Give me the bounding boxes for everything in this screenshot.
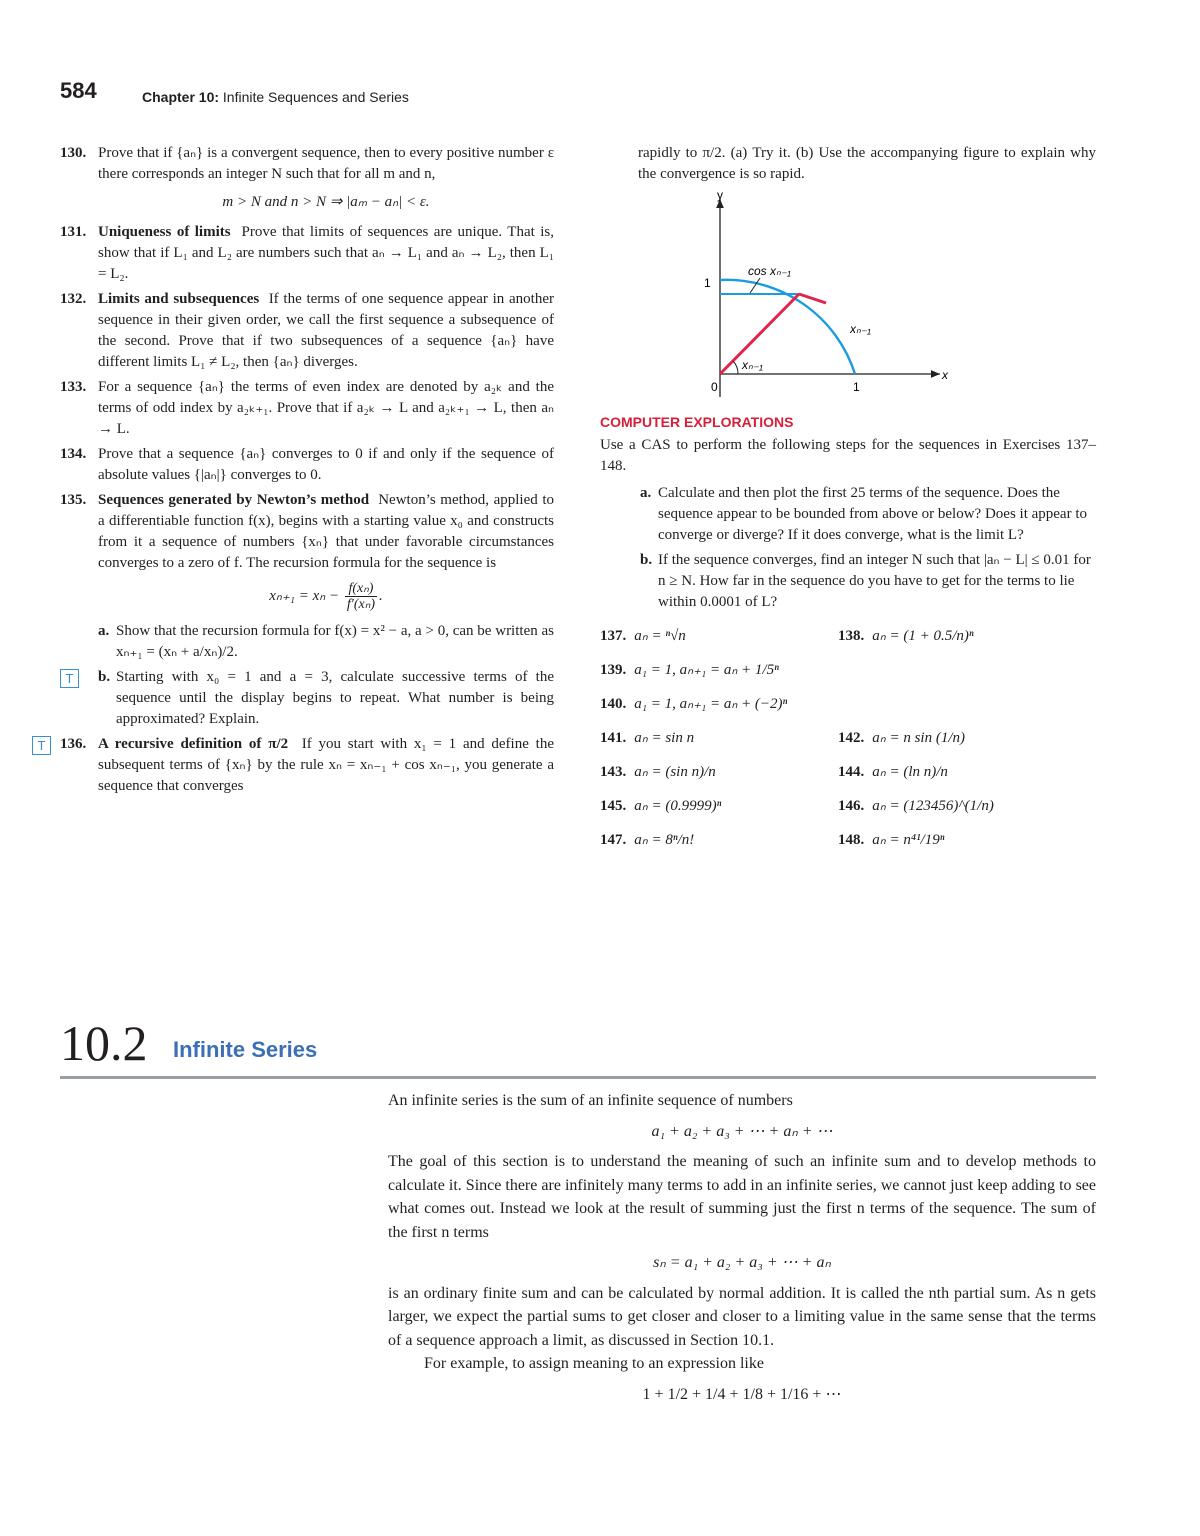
exercise-number: 136. — [60, 736, 87, 752]
item-expression: aₙ = (sin n)/n — [634, 763, 716, 780]
y-axis-label: y — [717, 191, 723, 202]
sequence-item — [600, 791, 838, 821]
exercise-134 — [60, 444, 554, 486]
item-number: 147. — [600, 831, 627, 848]
section-number: 10.2 — [60, 1015, 148, 1071]
sequence-item — [600, 655, 1096, 685]
body-paragraph-3: is an ordinary finite sum and can be calculated by normal addition. It is called the nth partial sum. As n gets larger, we expect the partial sums to get closer and closer to a limiting value in the same sense that the terms of a sequence approach a limit, as discussed in Section 10.1. — [388, 1284, 1096, 1349]
step-label: b. — [640, 552, 653, 568]
exercise-title: Sequences generated by Newton’s method — [98, 492, 370, 508]
item-expression: aₙ = 8ⁿ/n! — [634, 831, 695, 848]
item-expression: aₙ = (0.9999)ⁿ — [634, 797, 722, 814]
exercise-text: Newton’s method, applied to a differentiable function f(x), begins with a starting value x₀ and constructs from it a sequence of numbers {xₙ} that under favorable circumstances converges to a zero of f. The recursion formula for the sequence is — [98, 492, 554, 571]
running-header — [60, 80, 1100, 110]
exercise-text: If the terms of one sequence appear in another sequence in their given order, we call the first sequence a subsequence of the second. Prove that if two subsequences of a sequence {aₙ} have different limits L₁ ≠ L₂, then {aₙ} diverges. — [98, 291, 554, 370]
exercise-text: Prove that if {aₙ} is a convergent sequence, then to every positive number ε there corresponds an integer N such that for all m and n, — [98, 145, 554, 182]
item-number: 140. — [600, 695, 627, 712]
sequence-item — [838, 825, 1096, 855]
exercise-title: Limits and subsequences — [98, 291, 260, 307]
item-number: 141. — [600, 729, 627, 746]
exercise-135-part-b — [65, 667, 554, 730]
formula-lhs: xₙ₊₁ = xₙ − — [269, 587, 340, 604]
item-number: 139. — [600, 661, 627, 678]
exercise-number: 131. — [60, 224, 87, 240]
origin-label: 0 — [711, 380, 718, 394]
exercise-text: Prove that limits of sequences are unique. That is, show that if L₁ and L₂ are numbers such that aₙ → L₁ and aₙ → L₂, then L₁ = L₂. — [98, 224, 555, 282]
convergence-figure — [600, 191, 1096, 406]
technology-icon: T — [32, 736, 51, 755]
section-heading — [60, 1010, 1100, 1076]
item-number: 146. — [838, 797, 865, 814]
sequence-item — [838, 791, 1096, 821]
left-column — [37, 143, 555, 801]
step-text: If the sequence converges, find an integer N such that |aₙ − L| ≤ 0.01 for n ≥ N. How far in the sequence do you have to get for the terms to lie within 0.0001 of L? — [658, 552, 1091, 610]
sequence-item — [600, 757, 838, 787]
sequence-item — [838, 723, 1096, 753]
cexp-intro: Use a CAS to perform the following steps for the sequences in Exercises 137–148. — [600, 437, 1096, 474]
exercise-text: rapidly to π/2. (a) Try it. (b) Use the accompanying figure to explain why the convergence is so rapid. — [638, 145, 1096, 182]
exercise-number: 130. — [60, 145, 87, 161]
computer-explorations-heading: COMPUTER EXPLORATIONS — [600, 414, 794, 430]
exercise-text: If you start with x₁ = 1 and define the subsequent terms of {xₙ} by the rule xₙ = xₙ₋₁ + cos xₙ₋₁, you generate a sequence that converges — [98, 736, 554, 794]
sequence-item — [838, 757, 1096, 787]
sequence-item — [838, 621, 1096, 651]
body-paragraph-4: For example, to assign meaning to an expression like — [424, 1355, 764, 1372]
step-text: Calculate and then plot the first 25 terms of the sequence. Does the sequence appear to be bounded from above or below? Does it appear to converge or diverge? If it does converge, what is the limit L? — [658, 485, 1088, 543]
y-one-label: 1 — [704, 276, 711, 290]
exercise-135-part-a — [98, 621, 554, 663]
exercise-number: 135. — [60, 492, 87, 508]
formula-period: . — [378, 587, 383, 604]
arc-label: xₙ₋₁ — [850, 322, 871, 336]
right-column — [600, 143, 1096, 855]
chapter-heading — [142, 87, 409, 108]
part-label: a. — [98, 623, 110, 639]
exercise-136 — [37, 734, 554, 797]
chapter-label: Chapter 10: — [142, 89, 220, 105]
cexp-step-b — [640, 550, 1096, 613]
fraction-numerator: f(xₙ) — [345, 581, 377, 597]
series-equation: a₁ + a₂ + a₃ + ⋯ + aₙ + ⋯ — [651, 1122, 833, 1140]
section-body — [388, 1089, 1096, 1413]
exercise-132 — [60, 289, 554, 373]
exercise-number: 133. — [60, 379, 87, 395]
cexp-step-a — [640, 483, 1096, 546]
page-number: 584 — [60, 78, 97, 103]
item-expression: aₙ = n⁴¹/19ⁿ — [872, 831, 945, 848]
exercise-133 — [60, 377, 554, 440]
item-number: 142. — [838, 729, 865, 746]
exercise-number: 134. — [60, 446, 87, 462]
exercise-display-equation: m > N and n > N ⇒ |aₘ − aₙ| < ε. — [222, 194, 430, 210]
item-expression: a₁ = 1, aₙ₊₁ = aₙ + (−2)ⁿ — [634, 695, 788, 712]
item-number: 148. — [838, 831, 865, 848]
body-paragraph-2: The goal of this section is to understand the meaning of such an infinite sum and to develop methods to calculate it. Since there are infinitely many terms to add in an infinite series, we cannot just keep adding to see what comes out. Instead we look at the result of summing just the first n terms of the sequence. The sum of the first n terms — [388, 1153, 1096, 1241]
exercise-135 — [60, 490, 554, 730]
chord-segment — [799, 294, 826, 303]
exercise-title: A recursive definition of π/2 — [98, 736, 289, 752]
sequence-item — [600, 689, 1096, 719]
exercise-136-continued — [600, 143, 1096, 185]
part-label: b. — [98, 669, 111, 685]
newton-recursion-formula — [98, 581, 554, 612]
item-number: 145. — [600, 797, 627, 814]
cos-leader — [750, 278, 760, 293]
item-expression: aₙ = sin n — [634, 729, 695, 746]
item-expression: aₙ = n sin (1/n) — [872, 729, 966, 746]
item-expression: aₙ = (1 + 0.5/n)ⁿ — [872, 627, 974, 644]
chapter-title: Infinite Sequences and Series — [222, 89, 409, 105]
item-number: 143. — [600, 763, 627, 780]
exercise-text: For a sequence {aₙ} the terms of even index are denoted by a₂ₖ and the terms of odd index by a₂ₖ₊₁. Prove that if a₂ₖ → L and a₂ₖ₊₁ → L, then aₙ → L. — [98, 379, 554, 437]
item-expression: aₙ = (123456)^(1/n) — [872, 797, 994, 814]
step-label: a. — [640, 485, 652, 501]
exercise-title: Uniqueness of limits — [98, 224, 231, 240]
sequence-item — [600, 621, 838, 651]
partial-sum-equation: sₙ = a₁ + a₂ + a₃ + ⋯ + aₙ — [653, 1254, 831, 1271]
angle-arc — [733, 361, 738, 374]
formula-fraction — [345, 581, 377, 612]
item-expression: aₙ = ⁿ√n — [634, 627, 686, 644]
technology-icon: T — [60, 669, 79, 688]
cos-label: cos xₙ₋₁ — [748, 264, 791, 278]
exercise-text: Prove that a sequence {aₙ} converges to 0 if and only if the sequence of absolute values {|aₙ|} converges to 0. — [98, 446, 554, 483]
item-expression: a₁ = 1, aₙ₊₁ = aₙ + 1/5ⁿ — [634, 661, 779, 678]
sequence-exercises-grid — [600, 621, 1096, 855]
body-paragraph-1: An infinite series is the sum of an infinite sequence of numbers — [388, 1092, 793, 1109]
section-rule — [60, 1076, 1096, 1079]
section-title: Infinite Series — [173, 1037, 318, 1062]
exercise-130 — [60, 143, 554, 213]
part-text: Starting with x₀ = 1 and a = 3, calculate successive terms of the sequence until the display begins to repeat. What number is being approximated? Explain. — [116, 669, 554, 727]
part-text: Show that the recursion formula for f(x) = x² − a, a > 0, can be written as xₙ₊₁ = (xₙ + a/xₙ)/2. — [116, 623, 554, 660]
item-number: 138. — [838, 627, 865, 644]
angle-label: xₙ₋₁ — [742, 358, 763, 372]
x-axis-label: x — [942, 368, 948, 382]
item-expression: aₙ = (ln n)/n — [872, 763, 948, 780]
sequence-item — [600, 825, 838, 855]
exercise-number: 132. — [60, 291, 87, 307]
exercise-131 — [60, 222, 554, 285]
x-one-label: 1 — [853, 380, 860, 394]
item-number: 137. — [600, 627, 627, 644]
fraction-denominator: f′(xₙ) — [346, 597, 375, 612]
item-number: 144. — [838, 763, 865, 780]
geometric-series-example: 1 + 1/2 + 1/4 + 1/8 + 1/16 + ⋯ — [642, 1385, 842, 1403]
sequence-item — [600, 723, 838, 753]
